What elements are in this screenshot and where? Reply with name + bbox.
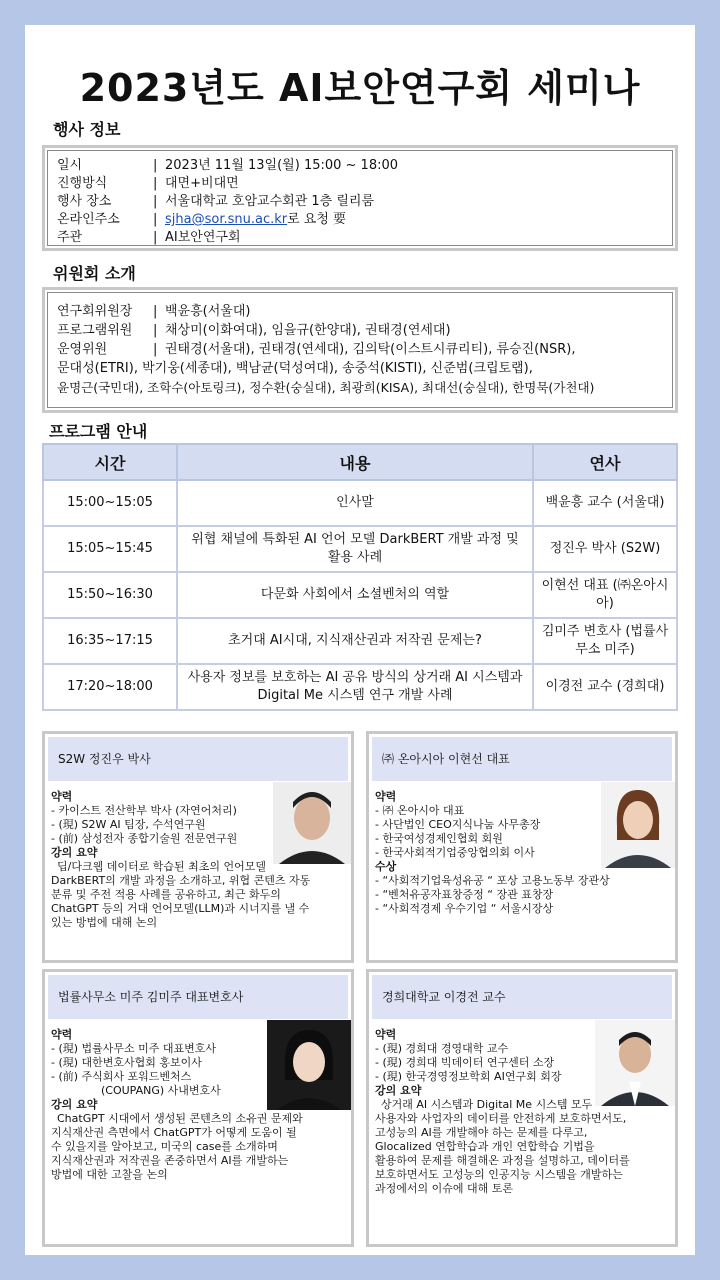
event-heading: 행사 정보	[53, 120, 121, 139]
event-row-date: 일시 | 2023년 11월 13일(월) 15:00 ~ 18:00	[57, 158, 399, 173]
speaker-card-kim	[42, 969, 354, 1247]
speaker-card-lee-kj	[366, 969, 678, 1247]
time-cell: 15:05~15:45	[43, 526, 177, 572]
committee-row-ops-2: 문대성(ETRI), 박기웅(세종대), 백남균(덕성여대), 송중석(KISTI), 신준범(크립토랩),	[57, 361, 533, 376]
time-cell: 16:35~17:15	[43, 618, 177, 664]
email-link[interactable]: sjha@sor.snu.ac.kr	[165, 212, 288, 227]
speaker-name: 경희대학교 이경전 교수	[372, 975, 672, 1019]
committee-row-program: 프로그램위원 | 채상미(이화여대), 임을규(한양대), 권태경(연세대)	[57, 323, 451, 338]
speaker-cell: 김미주 변호사 (법률사무소 미주)	[533, 618, 677, 664]
program-table	[42, 443, 678, 711]
speaker-cell: 이경전 교수 (경희대)	[533, 664, 677, 710]
speaker-name: 법률사무소 미주 김미주 대표변호사	[48, 975, 348, 1019]
content-cell: 인사말	[177, 480, 533, 526]
content-cell: 다문화 사회에서 소셜벤처의 역할	[177, 572, 533, 618]
event-info-box	[42, 145, 678, 251]
content-cell: 사용자 정보를 보호하는 AI 공유 방식의 상거래 AI 시스템과 Digital Me 시스템 연구 개발 사례	[177, 664, 533, 710]
committee-row-ops: 운영위원 | 권태경(서울대), 권태경(연세대), 김의탁(이스트시큐리티), 류승진(NSR),	[57, 342, 576, 357]
time-cell: 15:50~16:30	[43, 572, 177, 618]
program-header-row	[43, 444, 677, 480]
col-content: 내용	[177, 444, 533, 480]
content-cell: 초거대 AI시대, 지식재산권과 저작권 문제는?	[177, 618, 533, 664]
speaker-cell: 백윤흥 교수 (서울대)	[533, 480, 677, 526]
speaker-details: 약력 - (現) 법률사무소 미주 대표변호사 - (現) 대한변호사협회 홍보이사 - (前) 주식회사 포워드벤처스 (COUPANG) 사내변호사 강의 요약 ChatGPT 시대에서 생성된 콘텐츠의 소유권 문제와 지식재산권 측면에서 ChatGPT가 어떻게 도움이 될 수 있을지를 알아보고, 미국의 case를 소개하며 지식재산권과 저작권을 존중하면서 AI를 개발하는 방법에 대한 고찰을 논의	[51, 1028, 303, 1181]
table-row	[43, 572, 677, 618]
col-speaker: 연사	[533, 444, 677, 480]
page-title: 2023년도 AI보안연구회 세미나	[79, 66, 641, 110]
table-row	[43, 526, 677, 572]
content-cell: 위협 채널에 특화된 AI 언어 모델 DarkBERT 개발 과정 및 활용 사례	[177, 526, 533, 572]
speaker-card-lee-hs	[366, 731, 678, 963]
time-cell: 17:20~18:00	[43, 664, 177, 710]
table-row	[43, 664, 677, 710]
speaker-card-jung	[42, 731, 354, 963]
speaker-name: ㈜ 온아시아 이현선 대표	[372, 737, 672, 781]
committee-row-ops-3: 윤명근(국민대), 조학수(아토링크), 정수환(숭실대), 최광희(KISA), 최대선(숭실대), 한명묵(가천대)	[57, 380, 595, 395]
poster-page	[25, 25, 695, 1255]
committee-heading: 위원회 소개	[53, 264, 136, 283]
speaker-cell: 정진우 박사 (S2W)	[533, 526, 677, 572]
speaker-name: S2W 정진우 박사	[48, 737, 348, 781]
table-row	[43, 480, 677, 526]
speaker-photo	[601, 782, 675, 868]
event-row-format: 진행방식 | 대면+비대면	[57, 176, 239, 191]
speaker-cell: 이현선 대표 (㈜온아시아)	[533, 572, 677, 618]
event-row-host: 주관 | AI보안연구회	[57, 230, 241, 245]
table-row	[43, 618, 677, 664]
program-heading: 프로그램 안내	[49, 422, 148, 441]
col-time: 시간	[43, 444, 177, 480]
event-row-online: 온라인주소 | sjha@sor.snu.ac.kr로 요청 要	[57, 212, 347, 227]
committee-row-chair: 연구회위원장 | 백윤흥(서울대)	[57, 304, 251, 319]
committee-box	[42, 287, 678, 413]
speaker-details: 약력 - 카이스트 전산학부 박사 (자연어처리) - (現) S2W AI 팀장, 수석연구원 - (前) 삼성전자 종합기술원 전문연구원 강의 요약 딥/다크웹 데이터로 학습된 최초의 언어모델 DarkBERT의 개발 과정을 소개하고, 위협 콘텐츠 자동 분류 및 주전 적용 사례를 공유하고, 최근 화두의 ChatGPT 등의 거대 언어모델(LLM)과 시너지를 낼 수 있는 방법에 대해 논의	[51, 790, 311, 929]
time-cell: 15:00~15:05	[43, 480, 177, 526]
event-row-venue: 행사 장소 | 서울대학교 호암교수회관 1층 릴리룸	[57, 194, 375, 209]
speaker-details: 약력 - ㈜ 온아시아 대표 - 사단법인 CEO지식나눔 사무총장 - 한국여성경제인협회 회원 - 한국사회적기업중앙협의회 이사 수상 - “사회적기업육성유공 “ 포상 고용노동부 장관상 - “벤처유공자표창증정 “ 장관 표창장 - “사회적경제 우수기업 “ 서울시장상	[375, 790, 610, 915]
speaker-details: 약력 - (現) 경희대 경영대학 교수 - (現) 경희대 빅데이터 연구센터 소장 - (現) 한국경영정보학회 AI연구회 회장 강의 요약 상거래 AI 시스템과 Digital Me 시스템 모두 사용자와 사업자의 데이터를 안전하게 보호하면서도, 고성능의 AI를 개발해야 하는 문제를 다루고, Glocalized 연합학습과 개인 연합학습 기법을 활용하여 문제를 해결해온 과정을 설명하고, 데이터를 보호하면서도 고성능의 인공지능 시스템을 개발하는 과정에서의 이슈에 대해 토론	[375, 1028, 630, 1195]
